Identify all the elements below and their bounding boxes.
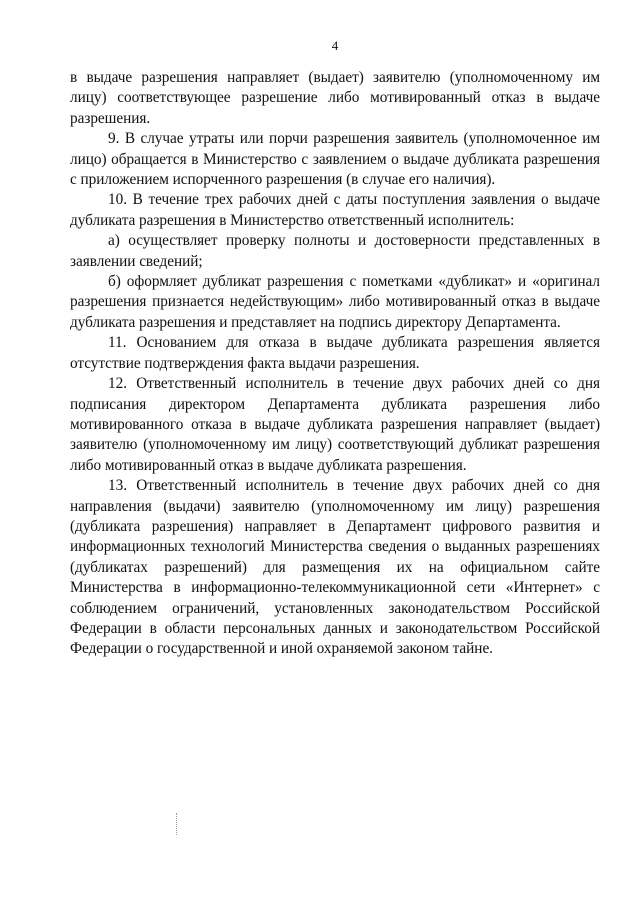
scan-artifact <box>176 813 179 835</box>
paragraph-10-a: а) осуществляет проверку полноты и достоверности представленных в заявлении сведений; <box>70 232 600 270</box>
paragraph-12: 12. Ответственный исполнитель в течение двух рабочих дней со дня подписания директором Департамента дубликата разрешения либо мотивированного отказа в выдаче дубликата разрешения направляет (выдает) заявителю (уполномоченному им лицу) соответствующий дубликат разрешения либо мотивированный отказ в выдаче дубликата разрешения. <box>70 375 600 474</box>
paragraph-10-b: б) оформляет дубликат разрешения с пометками «дубликат» и «оригинал разрешения признается недействующим» либо мотивированный отказ в выдаче дубликата разрешения и представляет на подпись директору Департамента. <box>70 273 600 331</box>
paragraph-continuation: в выдаче разрешения направляет (выдает) заявителю (уполномоченному им лицу) соответствующее разрешение либо мотивированный отказ в выдаче разрешения. <box>70 69 600 127</box>
paragraph-9: 9. В случае утраты или порчи разрешения заявитель (уполномоченное им лицо) обращается в Министерство с заявлением о выдаче дубликата разрешения с приложением испорченного разрешения (в случае его наличия). <box>70 130 600 189</box>
page-number: 4 <box>331 38 339 53</box>
paragraph-13: 13. Ответственный исполнитель в течение двух рабочих дней со дня направления (выдачи) заявителю (уполномоченному им лицу) разрешения (дубликата разрешения) направляет в Департамент цифрового развития и информационных технологий Министерства сведения о выданных разрешениях (дубликатах разрешений) для размещения их на официальном сайте Министерства в информационно-телекоммуникационной сети «Интернет» с соблюдением ограничений, установленных законодательством Российской Федерации в области персональных данных и законодательством Российской Федерации о государственной и иной охраняемой законом тайне. <box>70 477 600 658</box>
paragraph-10: 10. В течение трех рабочих дней с даты поступления заявления о выдаче дубликата разрешения в Министерство ответственный исполнитель: <box>70 191 600 229</box>
paragraph-11: 11. Основанием для отказа в выдаче дубликата разрешения является отсутствие подтверждения факта выдачи разрешения. <box>70 334 600 372</box>
